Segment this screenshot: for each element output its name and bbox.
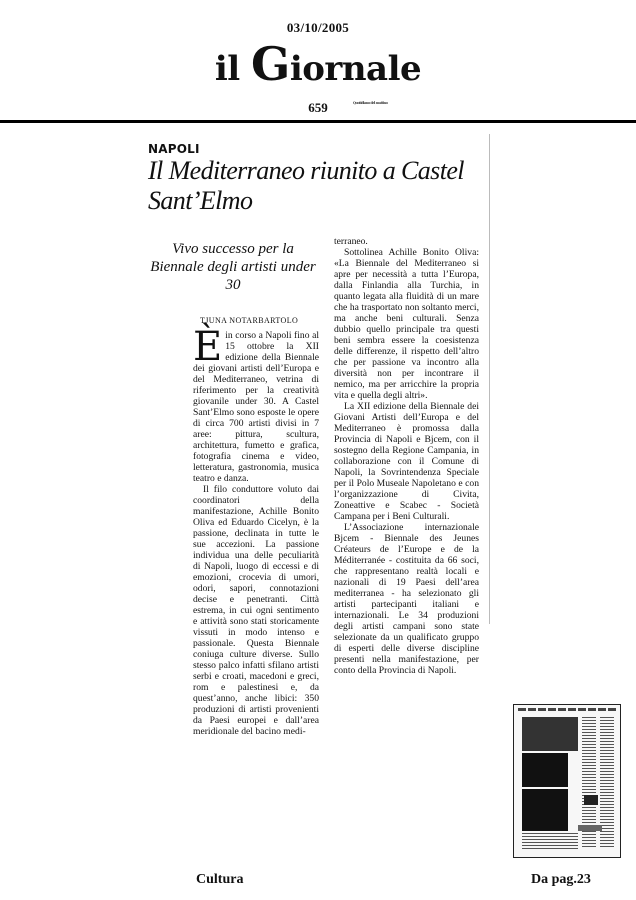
article-subtitle: Vivo successo per la Biennale degli artisti under 30 [150,241,316,293]
footer-source-page: Da pag.23 [531,872,591,887]
thumbnail-photo [522,717,578,751]
thumbnail-headline [578,825,602,831]
drop-cap: È [193,324,223,370]
footer-section: Cultura [196,872,244,887]
newspaper-masthead [0,37,636,105]
page-number: 659 [308,100,328,115]
newspaper-logo: il Giornale Quotidiano del mattino [215,44,421,89]
paragraph: in corso a Napoli fino al 15 ottobre la XII edizione della Biennale dei giovani artisti dell’Europa e del Mediterraneo, vetrina di riferimento per la creatività giovanile under 30. A Castel Sant’Elmo sono esposte le opere di circa 700 artisti divisi in 7 aree: pittura, scultura, architettura, fumetto e grafica, fotografia cinema e video, letteratura, gastronomia, musica teatro e danza. [193,330,319,484]
thumbnail-redacted-block [522,789,568,823]
thumbnail-inset-image [584,795,598,805]
clipping-date: 03/10/2005 [286,20,350,35]
thumbnail-text-column [522,833,578,849]
paragraph: La XII edizione della Biennale dei Giovani Artisti dell’Europa e del Mediterraneo è promossa dalla Provincia di Napoli e Bjcem, con il sostegno della Regione Campania, in collaborazione con il Comune di Napoli, la Sovrintendenza Speciale per il Polo Museale Napoletano e con l’organizzazione di Civita, Zoneattive e Scabec - Società Campana per i Beni Culturali. [334,401,479,522]
paragraph: terraneo. [334,236,368,247]
paragraph: Sottolinea Achille Bonito Oliva: «La Biennale del Mediterraneo si apre per necessità a tutta l’Europa, dalla Finlandia alla Turchia, in quanto legata alla fluidità di un mare che ha trasportato non soltanto merci, ma anche beni culturali. Senza dubbio quello principale tra questi beni sembra essere la coesistenza delle differenze, il rispetto dell’altro che per passione va incontro alla diversità non per incontrare il nemico, ma per arricchire la propria vita e quella degli altri». [334,247,479,401]
header-divider [0,120,636,123]
paragraph: Il filo conduttore voluto dai coordinatori della manifestazione, Achille Bonito Oliva ed Eduardo Cicelyn, è la passione, declinata in tutte le sue accezioni. La passione individua una delle peculiarità di Napoli, luogo di eccessi e di emozioni, crocevia di umori, odori, sapori, connotazioni decise e penetranti. Città estrema, in cui ogni sentimento e attività sono stati storicamente vissuti in modo intenso e passionale. Questa Biennale coniuga culture diverse. Sullo stesso palco infatti sfilano artisti serbi e croati, macedoni e greci, rom e palestinesi e, da quest’anno, anche libici: 350 produzioni di artisti provenienti da Paesi europei e dall’area meridionale del bacino medi- [193,484,319,737]
page-thumbnail [513,704,621,858]
article-headline: Il Mediterraneo riunito a Castel Sant’Elmo [148,156,464,215]
column-divider [489,134,490,624]
thumbnail-redacted-block [522,753,568,787]
thumbnail-header [518,708,616,711]
article-column-2 [334,236,479,676]
article-byline: TJUNA NOTARBARTOLO [200,316,299,325]
thumbnail-text-column [600,717,614,847]
section-kicker: NAPOLI [148,142,200,156]
thumbnail-redacted-block [522,823,568,831]
article-column-1 [193,324,319,737]
paragraph: L’Associazione internazionale Bjcem - Biennale des Jeunes Créateurs de l’Europe e de la Méditerranée - costituita da 66 soci, che rappresentano realtà locali e nazionali di 19 Paesi dell’area mediterranea - ha selezionato gli artisti partecipanti italiani e internazionali. Le 34 produzioni degli artisti campani sono state selezionate da un qualificato gruppo di esperti delle diverse discipline presenti nella manifestazione, per conto della Provincia di Napoli. [334,522,479,676]
logo-tagline: Quotidiano del mattino [352,101,388,105]
